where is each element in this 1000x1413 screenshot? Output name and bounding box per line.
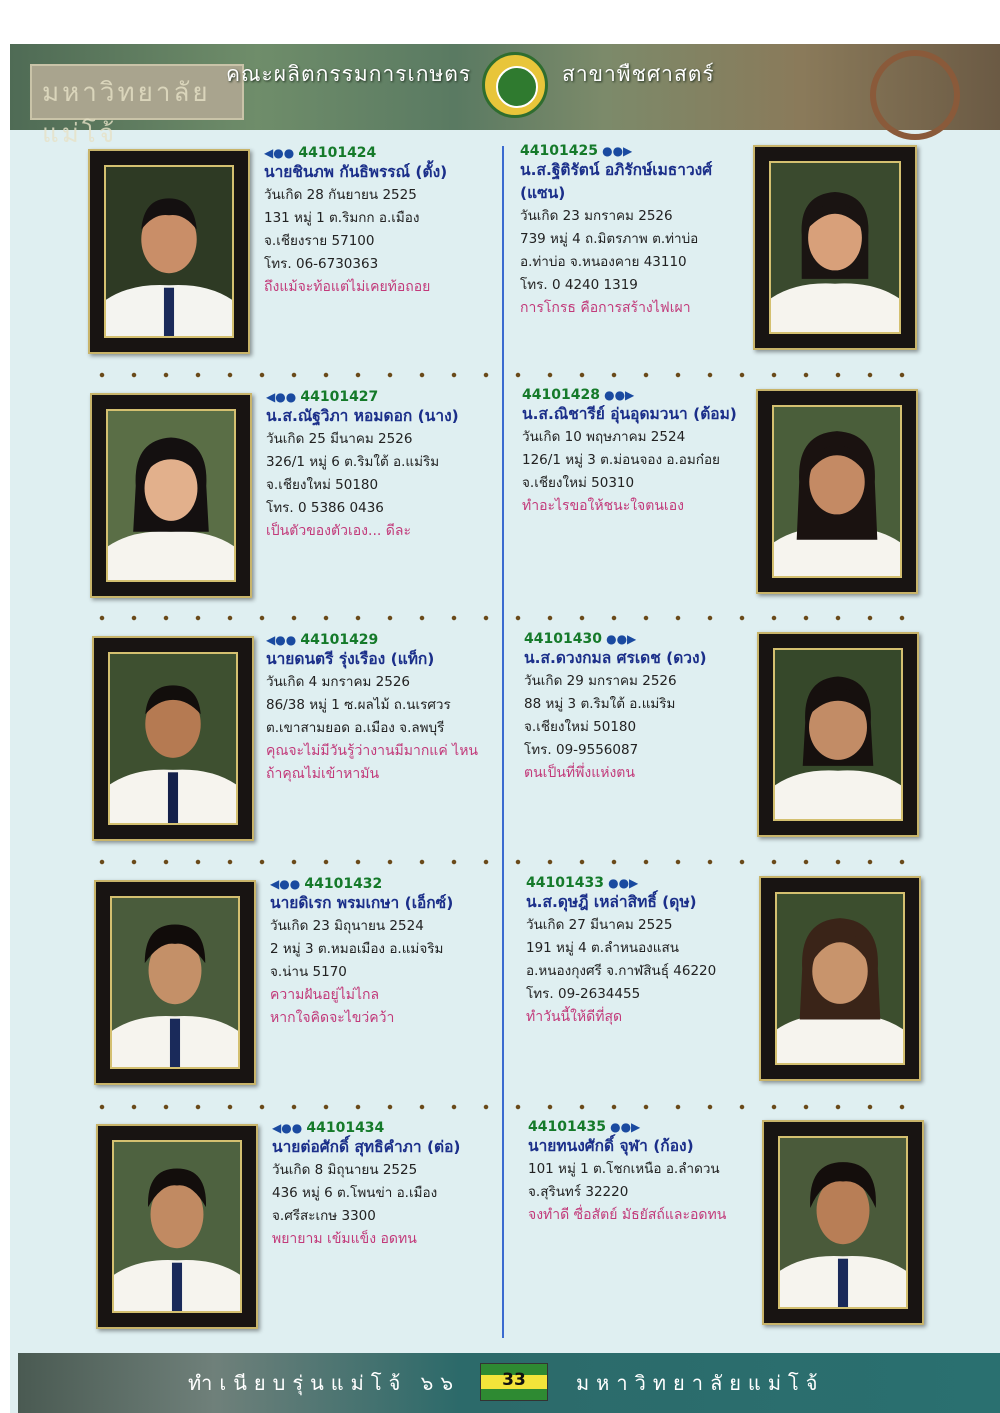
student-info-line: 191 หมู่ 4 ต.ลำหนองแสน bbox=[526, 940, 679, 956]
student-name: นายดนตรี รุ่งเรือง (แท็ก) bbox=[266, 650, 435, 668]
student-info-line: อ.หนองกุงศรี จ.กาฬสินธุ์ 46220 bbox=[526, 963, 717, 979]
portrait-image bbox=[777, 894, 903, 1063]
student-nickname: (แซน) bbox=[520, 184, 566, 202]
portrait-image bbox=[771, 163, 899, 332]
student-name: น.ส.ณิชารีย์ อุ่นอุดมวนา (ต้อม) bbox=[522, 405, 737, 423]
student-id-number: 44101432 bbox=[304, 876, 383, 892]
student-info-line: 131 หมู่ 1 ต.ริมกก อ.เมือง bbox=[264, 210, 420, 226]
student-id bbox=[528, 1119, 726, 1135]
student-id-number: 44101435 bbox=[528, 1119, 606, 1135]
student-info-line: ต.เขาสามยอด อ.เมือง จ.ลพบุรี bbox=[266, 720, 445, 736]
student-entry bbox=[522, 387, 737, 518]
student-info-line: 2 หมู่ 3 ต.หมอเมือง อ.แม่จริม bbox=[270, 941, 444, 957]
student-photo bbox=[110, 896, 240, 1069]
student-photo bbox=[104, 165, 234, 338]
student-info-line: 739 หมู่ 4 ถ.มิตรภาพ ต.ท่าบ่อ bbox=[520, 231, 699, 247]
student-photo bbox=[769, 161, 901, 334]
student-id bbox=[272, 1120, 461, 1136]
portrait-image bbox=[775, 650, 901, 819]
arrow-left-icon: ◀●● bbox=[264, 146, 299, 160]
student-info-line: จ.ศรีสะเกษ 3300 bbox=[272, 1208, 376, 1224]
row-divider bbox=[86, 371, 926, 379]
student-info-line: จ.สุรินทร์ 32220 bbox=[528, 1184, 629, 1200]
student-info-line: โทร. 06-6730363 bbox=[264, 256, 379, 272]
student-photo bbox=[106, 409, 236, 582]
student-id bbox=[270, 876, 453, 892]
student-info-line: วันเกิด 23 มกราคม 2526 bbox=[520, 208, 673, 224]
student-id-number: 44101433 bbox=[526, 875, 604, 891]
student-motto: ทำวันนี้ให้ดีที่สุด bbox=[526, 1009, 623, 1025]
student-name: น.ส.ณัฐวิภา หอมดอก (นาง) bbox=[266, 407, 459, 425]
student-info-line: 326/1 หมู่ 6 ต.ริมใต้ อ.แม่ริม bbox=[266, 454, 440, 470]
photo-frame bbox=[94, 880, 256, 1085]
student-info-line: 126/1 หมู่ 3 ต.ม่อนจอง อ.อมก๋อย bbox=[522, 452, 720, 468]
portrait-image bbox=[114, 1142, 240, 1311]
student-entry bbox=[272, 1120, 461, 1251]
student-id bbox=[522, 387, 737, 403]
arrow-right-icon: ●●▶ bbox=[603, 876, 639, 890]
student-id bbox=[520, 143, 712, 159]
portrait-image bbox=[780, 1138, 906, 1307]
student-info-line: จ.น่าน 5170 bbox=[270, 964, 347, 980]
student-motto: ความฝันอยู่ไม่ไกล bbox=[270, 987, 380, 1003]
arrow-left-icon: ◀●● bbox=[272, 1121, 307, 1135]
arrow-left-icon: ◀●● bbox=[266, 390, 301, 404]
seal-center bbox=[496, 66, 538, 108]
student-id bbox=[266, 389, 459, 405]
student-info-line: โทร. 0 4240 1319 bbox=[520, 277, 638, 293]
student-id bbox=[264, 145, 447, 161]
student-id bbox=[266, 632, 478, 648]
student-motto: พยายาม เข้มแข็ง อดทน bbox=[272, 1231, 417, 1247]
student-motto: จงทำดี ซื่อสัตย์ มัธยัสถ์และอดทน bbox=[528, 1207, 727, 1223]
portrait-image bbox=[112, 898, 238, 1067]
arrow-left-icon: ◀●● bbox=[270, 877, 305, 891]
student-motto: ถ้าคุณไม่เข้าหามัน bbox=[266, 766, 380, 782]
student-name: นายชินภพ กันธิพรรณ์ (ตั้ง) bbox=[264, 163, 448, 181]
student-motto: ทำอะไรขอให้ชนะใจตนเอง bbox=[522, 498, 684, 514]
student-info-line: จ.เชียงใหม่ 50180 bbox=[266, 477, 379, 493]
photo-frame bbox=[88, 149, 250, 354]
branch-title: สาขาพืชศาสตร์ bbox=[562, 62, 715, 86]
header-banner bbox=[10, 44, 1000, 149]
footer-right-text: มหาวิทยาลัยแม่โจ้ bbox=[576, 1371, 825, 1395]
student-name: นายทนงศักดิ์ จุฬา (ก้อง) bbox=[528, 1137, 694, 1155]
photo-frame bbox=[762, 1120, 924, 1325]
student-entry bbox=[528, 1119, 726, 1227]
student-photo bbox=[775, 892, 905, 1065]
student-id-number: 44101428 bbox=[522, 387, 600, 403]
student-id-number: 44101430 bbox=[524, 631, 602, 647]
student-entry bbox=[520, 143, 712, 320]
student-name: น.ส.ดวงกมล ศรเดช (ดวง) bbox=[524, 649, 707, 667]
student-info-line: วันเกิด 8 มิถุนายน 2525 bbox=[272, 1162, 418, 1178]
student-motto: การโกรธ คือการสร้างไฟเผา bbox=[520, 300, 691, 316]
student-entry bbox=[266, 632, 478, 786]
student-info-line: โทร. 0 5386 0436 bbox=[266, 500, 384, 516]
student-info-line: วันเกิด 28 กันยายน 2525 bbox=[264, 187, 417, 203]
student-info-line: 88 หมู่ 3 ต.ริมใต้ อ.แม่ริม bbox=[524, 696, 676, 712]
portrait-image bbox=[110, 654, 236, 823]
student-info-line: จ.เชียงใหม่ 50310 bbox=[522, 475, 635, 491]
student-id-number: 44101429 bbox=[300, 632, 379, 648]
student-info-line: วันเกิด 29 มกราคม 2526 bbox=[524, 673, 677, 689]
student-id-number: 44101425 bbox=[520, 143, 598, 159]
student-id-number: 44101434 bbox=[306, 1120, 385, 1136]
student-photo bbox=[778, 1136, 908, 1309]
photo-frame bbox=[757, 632, 919, 837]
university-sign bbox=[30, 64, 244, 149]
cart-wheel-decoration bbox=[870, 50, 960, 140]
student-info-line: 101 หมู่ 1 ต.โชกเหนือ อ.ลำดวน bbox=[528, 1161, 720, 1177]
student-name: นายต่อศักดิ์ สุทธิคำภา (ต่อ) bbox=[272, 1138, 461, 1156]
arrow-left-icon: ◀●● bbox=[266, 633, 301, 647]
student-photo bbox=[773, 648, 903, 821]
student-info-line: อ.ท่าบ่อ จ.หนองคาย 43110 bbox=[520, 254, 687, 270]
student-info-line: วันเกิด 10 พฤษภาคม 2524 bbox=[522, 429, 686, 445]
row-divider bbox=[86, 1103, 926, 1111]
student-info-line: จ.เชียงใหม่ 50180 bbox=[524, 719, 637, 735]
page-number: 33 bbox=[502, 1370, 526, 1390]
arrow-right-icon: ●●▶ bbox=[597, 144, 633, 158]
photo-frame bbox=[756, 389, 918, 594]
arrow-right-icon: ●●▶ bbox=[601, 632, 637, 646]
portrait-image bbox=[106, 167, 232, 336]
student-id bbox=[526, 875, 716, 891]
photo-frame bbox=[753, 145, 917, 350]
student-entry bbox=[266, 389, 459, 543]
student-name: นายดิเรก พรมเกษา (เอ็กซ์) bbox=[270, 894, 454, 912]
student-info-line: วันเกิด 27 มีนาคม 2525 bbox=[526, 917, 673, 933]
row-divider bbox=[86, 614, 926, 622]
student-info-line: 436 หมู่ 6 ต.โพนข่า อ.เมือง bbox=[272, 1185, 438, 1201]
student-name: น.ส.ฐิติรัตน์ อภิรักษ์เมธาวงศ์ bbox=[520, 161, 713, 179]
student-entry bbox=[524, 631, 707, 785]
student-entry bbox=[264, 145, 447, 299]
portrait-image bbox=[774, 407, 900, 576]
student-id-number: 44101424 bbox=[298, 145, 377, 161]
page-number-flag bbox=[480, 1363, 548, 1401]
photo-frame bbox=[90, 393, 252, 598]
portrait-image bbox=[108, 411, 234, 580]
student-info-line: โทร. 09-2634455 bbox=[526, 986, 641, 1002]
student-info-line: วันเกิด 23 มิถุนายน 2524 bbox=[270, 918, 424, 934]
arrow-right-icon: ●●▶ bbox=[599, 388, 635, 402]
student-info-line: วันเกิด 25 มีนาคม 2526 bbox=[266, 431, 413, 447]
student-motto: ถึงแม้จะท้อแต่ไม่เคยท้อถอย bbox=[264, 279, 431, 295]
student-info-line: 86/38 หมู่ 1 ซ.ผลไม้ ถ.นเรศวร bbox=[266, 697, 451, 713]
sign-text: มหาวิทยาลัยแม่โจ้ bbox=[42, 78, 211, 149]
column-divider bbox=[502, 146, 504, 1338]
student-info-line: จ.เชียงราย 57100 bbox=[264, 233, 375, 249]
student-entry bbox=[526, 875, 716, 1029]
footer-left-text: ทำเนียบรุ่นแม่โจ้ ๖๖ bbox=[188, 1371, 461, 1395]
student-name: น.ส.ดุษฎี เหล่าสิทธิ์ (ดุษ) bbox=[526, 893, 697, 911]
student-motto: คุณจะไม่มีวันรู้ว่างานมีมากแค่ ไหน bbox=[266, 743, 478, 759]
row-divider bbox=[86, 858, 926, 866]
student-id-number: 44101427 bbox=[300, 389, 379, 405]
student-info-line: วันเกิด 4 มกราคม 2526 bbox=[266, 674, 411, 690]
student-id bbox=[524, 631, 707, 647]
student-motto: หากใจคิดจะไขว่คว้า bbox=[270, 1010, 395, 1026]
arrow-right-icon: ●●▶ bbox=[605, 1120, 641, 1134]
photo-frame bbox=[96, 1124, 258, 1329]
student-motto: เป็นตัวของตัวเอง... ดีละ bbox=[266, 523, 411, 539]
student-info-line: โทร. 09-9556087 bbox=[524, 742, 639, 758]
student-entry bbox=[270, 876, 453, 1030]
student-photo bbox=[112, 1140, 242, 1313]
student-photo bbox=[772, 405, 902, 578]
footer-banner bbox=[18, 1353, 1000, 1413]
student-photo bbox=[108, 652, 238, 825]
faculty-title: คณะผลิตกรรมการเกษตร bbox=[226, 62, 472, 86]
photo-frame bbox=[92, 636, 254, 841]
student-motto: ตนเป็นที่พึ่งแห่งตน bbox=[524, 765, 635, 781]
university-seal-icon bbox=[482, 52, 548, 118]
photo-frame bbox=[759, 876, 921, 1081]
